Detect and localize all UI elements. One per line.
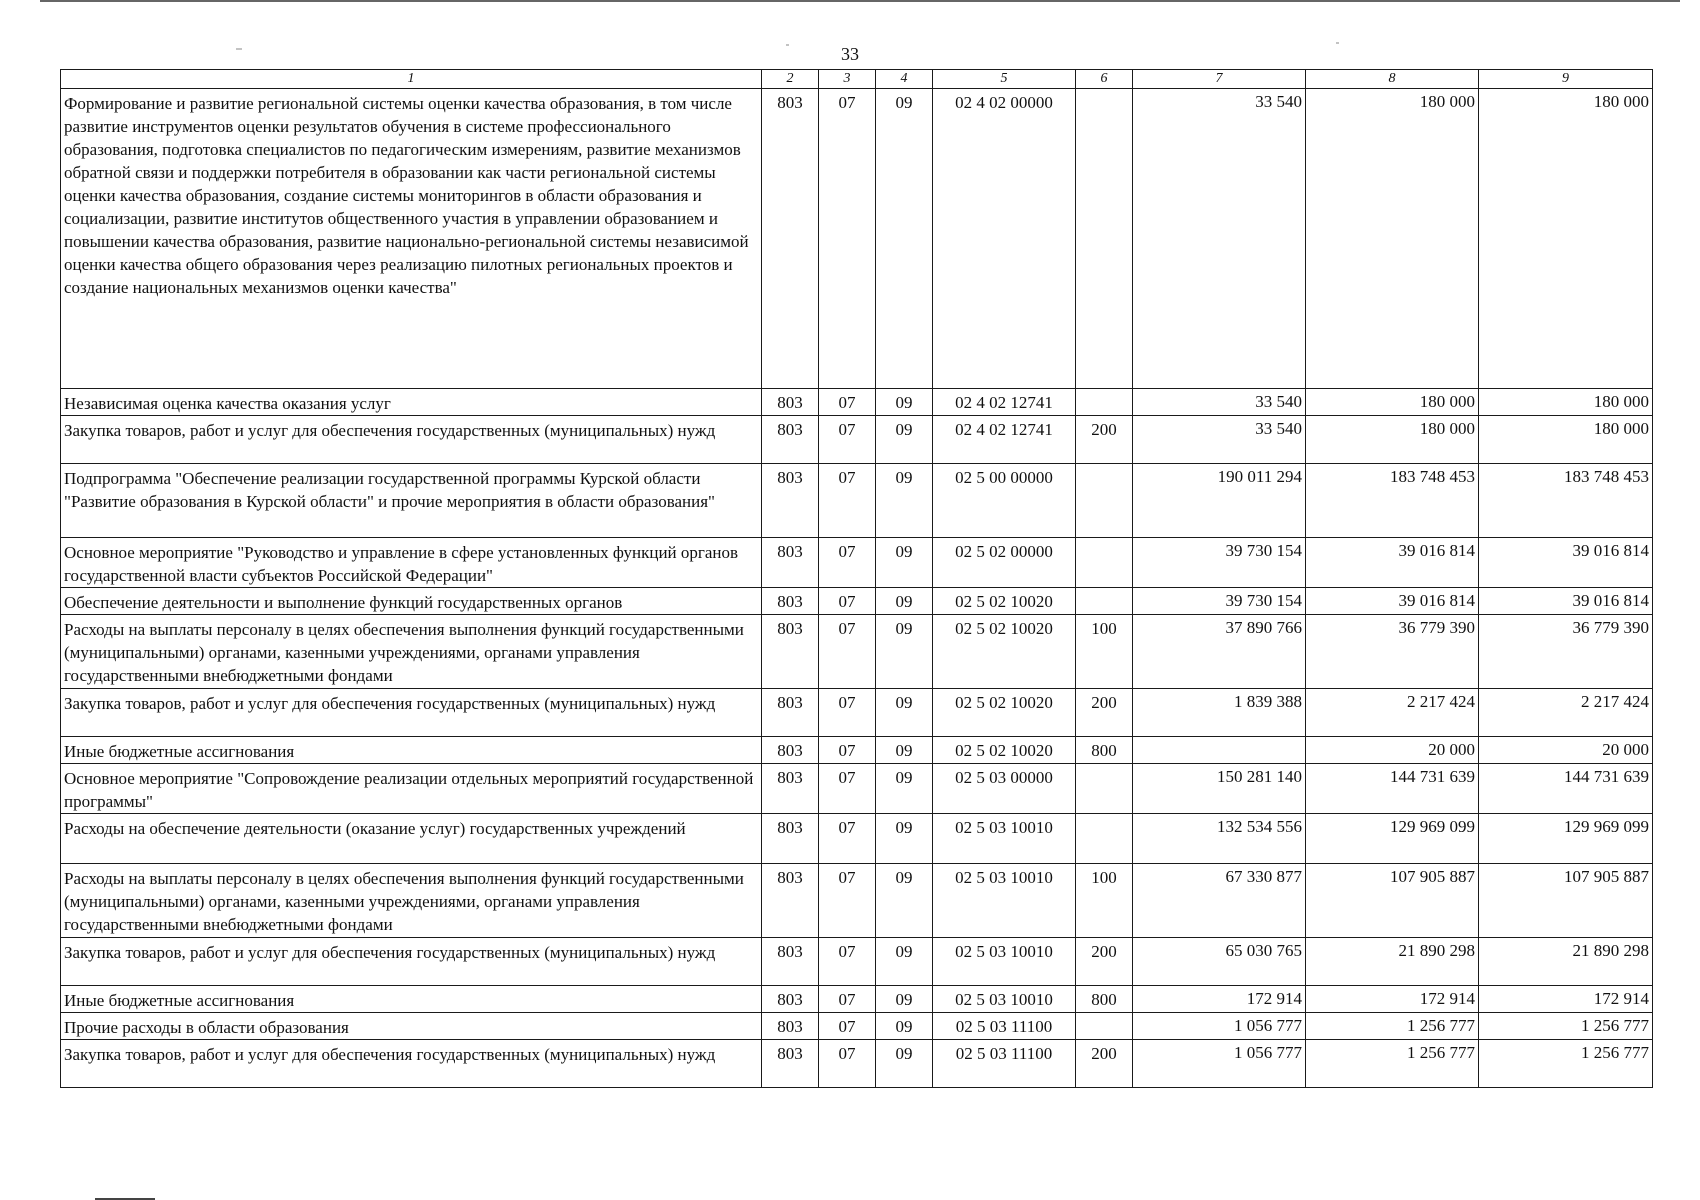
cell-section: 07 — [819, 764, 876, 814]
cell-expense-type — [1076, 588, 1133, 615]
cell-expense-type: 200 — [1076, 689, 1133, 737]
cell-amount-9: 183 748 453 — [1479, 464, 1653, 538]
cell-ministry: 803 — [762, 416, 819, 464]
cell-amount-8: 21 890 298 — [1306, 938, 1479, 986]
cell-ministry: 803 — [762, 538, 819, 588]
row-name: Иные бюджетные ассигнования — [61, 986, 762, 1013]
cell-subsection: 09 — [876, 864, 933, 938]
cell-subsection: 09 — [876, 737, 933, 764]
cell-expense-type — [1076, 89, 1133, 389]
cell-ministry: 803 — [762, 615, 819, 689]
table-row — [61, 764, 1653, 814]
cell-section: 07 — [819, 938, 876, 986]
cell-subsection: 09 — [876, 538, 933, 588]
cell-section: 07 — [819, 389, 876, 416]
cell-section: 07 — [819, 986, 876, 1013]
column-number: 9 — [1479, 70, 1653, 89]
cell-target-article: 02 5 03 10010 — [933, 864, 1076, 938]
cell-ministry: 803 — [762, 864, 819, 938]
table-row — [61, 416, 1653, 464]
cell-expense-type — [1076, 1013, 1133, 1040]
table-row — [61, 938, 1653, 986]
row-name: Подпрограмма "Обеспечение реализации государственной программы Курской области "Развитие образования в Курской области" и прочие мероприятия в области образования" — [61, 464, 762, 538]
cell-ministry: 803 — [762, 89, 819, 389]
cell-expense-type: 200 — [1076, 1040, 1133, 1088]
table-row — [61, 1013, 1653, 1040]
cell-amount-7 — [1133, 737, 1306, 764]
cell-ministry: 803 — [762, 737, 819, 764]
cell-target-article: 02 4 02 12741 — [933, 389, 1076, 416]
cell-target-article: 02 5 02 00000 — [933, 538, 1076, 588]
cell-expense-type: 200 — [1076, 416, 1133, 464]
cell-expense-type: 800 — [1076, 986, 1133, 1013]
column-number-row — [61, 70, 1653, 89]
column-number: 2 — [762, 70, 819, 89]
row-name: Иные бюджетные ассигнования — [61, 737, 762, 764]
cell-subsection: 09 — [876, 689, 933, 737]
cell-section: 07 — [819, 689, 876, 737]
table-row — [61, 986, 1653, 1013]
cell-subsection: 09 — [876, 938, 933, 986]
cell-subsection: 09 — [876, 814, 933, 864]
cell-section: 07 — [819, 615, 876, 689]
cell-amount-8: 36 779 390 — [1306, 615, 1479, 689]
row-name: Независимая оценка качества оказания услуг — [61, 389, 762, 416]
cell-amount-8: 172 914 — [1306, 986, 1479, 1013]
cell-amount-7: 1 056 777 — [1133, 1040, 1306, 1088]
cell-section: 07 — [819, 89, 876, 389]
cell-subsection: 09 — [876, 764, 933, 814]
cell-ministry: 803 — [762, 1013, 819, 1040]
cell-subsection: 09 — [876, 89, 933, 389]
cell-amount-7: 33 540 — [1133, 89, 1306, 389]
cell-amount-8: 1 256 777 — [1306, 1040, 1479, 1088]
cell-amount-9: 107 905 887 — [1479, 864, 1653, 938]
cell-ministry: 803 — [762, 588, 819, 615]
column-number: 7 — [1133, 70, 1306, 89]
cell-amount-8: 180 000 — [1306, 416, 1479, 464]
cell-section: 07 — [819, 1013, 876, 1040]
cell-target-article: 02 5 03 10010 — [933, 986, 1076, 1013]
cell-target-article: 02 5 00 00000 — [933, 464, 1076, 538]
cell-expense-type: 100 — [1076, 864, 1133, 938]
table-row — [61, 1040, 1653, 1088]
cell-amount-9: 129 969 099 — [1479, 814, 1653, 864]
cell-expense-type: 100 — [1076, 615, 1133, 689]
cell-amount-8: 1 256 777 — [1306, 1013, 1479, 1040]
cell-expense-type — [1076, 764, 1133, 814]
row-name: Закупка товаров, работ и услуг для обеспечения государственных (муниципальных) нужд — [61, 1040, 762, 1088]
column-number: 5 — [933, 70, 1076, 89]
cell-ministry: 803 — [762, 938, 819, 986]
row-name: Формирование и развитие региональной системы оценки качества образования, в том числе развитие инструментов оценки результатов обучения в системе профессионального образования, подготовка специалистов по педагогическим измерениям, развитие механизмов обратной связи и поддержки потребителя в образовании как части региональной системы оценки качества образования, создание системы мониторингов в области образования и социализации, развитие институтов общественного участия в управлении образованием и повышении качества образования, развитие национально-региональной системы независимой оценки качества общего образования через реализацию пилотных региональных проектов и создание национальных механизмов оценки качества" — [61, 89, 762, 389]
cell-subsection: 09 — [876, 1013, 933, 1040]
cell-target-article: 02 5 03 00000 — [933, 764, 1076, 814]
cell-amount-7: 190 011 294 — [1133, 464, 1306, 538]
cell-section: 07 — [819, 464, 876, 538]
cell-amount-7: 172 914 — [1133, 986, 1306, 1013]
cell-subsection: 09 — [876, 389, 933, 416]
cell-expense-type — [1076, 389, 1133, 416]
cell-amount-9: 39 016 814 — [1479, 538, 1653, 588]
row-name: Закупка товаров, работ и услуг для обеспечения государственных (муниципальных) нужд — [61, 938, 762, 986]
cell-amount-9: 39 016 814 — [1479, 588, 1653, 615]
cell-target-article: 02 5 03 11100 — [933, 1040, 1076, 1088]
table-row — [61, 615, 1653, 689]
table-row — [61, 538, 1653, 588]
cell-ministry: 803 — [762, 389, 819, 416]
column-number: 3 — [819, 70, 876, 89]
cell-ministry: 803 — [762, 814, 819, 864]
cell-section: 07 — [819, 1040, 876, 1088]
cell-amount-7: 1 056 777 — [1133, 1013, 1306, 1040]
row-name: Основное мероприятие "Сопровождение реализации отдельных мероприятий государственной программы" — [61, 764, 762, 814]
row-name: Прочие расходы в области образования — [61, 1013, 762, 1040]
cell-section: 07 — [819, 814, 876, 864]
cell-subsection: 09 — [876, 588, 933, 615]
page-number: 33 — [841, 44, 859, 64]
cell-amount-7: 1 839 388 — [1133, 689, 1306, 737]
cell-amount-7: 150 281 140 — [1133, 764, 1306, 814]
cell-ministry: 803 — [762, 764, 819, 814]
cell-section: 07 — [819, 416, 876, 464]
cell-amount-9: 1 256 777 — [1479, 1040, 1653, 1088]
cell-target-article: 02 5 02 10020 — [933, 737, 1076, 764]
cell-amount-8: 39 016 814 — [1306, 588, 1479, 615]
table-row — [61, 89, 1653, 389]
cell-target-article: 02 5 03 10010 — [933, 938, 1076, 986]
cell-target-article: 02 4 02 00000 — [933, 89, 1076, 389]
cell-amount-7: 39 730 154 — [1133, 588, 1306, 615]
cell-amount-8: 20 000 — [1306, 737, 1479, 764]
cell-amount-7: 132 534 556 — [1133, 814, 1306, 864]
cell-subsection: 09 — [876, 615, 933, 689]
cell-expense-type: 800 — [1076, 737, 1133, 764]
cell-amount-8: 144 731 639 — [1306, 764, 1479, 814]
row-name: Расходы на выплаты персоналу в целях обеспечения выполнения функций государственными (муниципальными) органами, казенными учреждениями, органами управления государственными внебюджетными фондами — [61, 864, 762, 938]
cell-amount-7: 67 330 877 — [1133, 864, 1306, 938]
cell-subsection: 09 — [876, 464, 933, 538]
table-row — [61, 737, 1653, 764]
row-name: Основное мероприятие "Руководство и управление в сфере установленных функций органов государственной власти субъектов Российской Федерации" — [61, 538, 762, 588]
table-row — [61, 689, 1653, 737]
budget-table — [60, 69, 1653, 1088]
cell-amount-9: 2 217 424 — [1479, 689, 1653, 737]
column-number: 8 — [1306, 70, 1479, 89]
row-name: Закупка товаров, работ и услуг для обеспечения государственных (муниципальных) нужд — [61, 416, 762, 464]
page-top-edge — [40, 0, 1680, 2]
cell-amount-9: 180 000 — [1479, 389, 1653, 416]
cell-amount-7: 65 030 765 — [1133, 938, 1306, 986]
cell-section: 07 — [819, 538, 876, 588]
cell-amount-9: 144 731 639 — [1479, 764, 1653, 814]
cell-section: 07 — [819, 588, 876, 615]
cell-amount-9: 180 000 — [1479, 416, 1653, 464]
column-number: 1 — [61, 70, 762, 89]
cell-amount-9: 180 000 — [1479, 89, 1653, 389]
cell-amount-7: 33 540 — [1133, 389, 1306, 416]
cell-ministry: 803 — [762, 689, 819, 737]
cell-amount-8: 180 000 — [1306, 89, 1479, 389]
cell-subsection: 09 — [876, 986, 933, 1013]
row-name: Обеспечение деятельности и выполнение функций государственных органов — [61, 588, 762, 615]
cell-target-article: 02 4 02 12741 — [933, 416, 1076, 464]
cell-amount-7: 33 540 — [1133, 416, 1306, 464]
cell-amount-9: 172 914 — [1479, 986, 1653, 1013]
row-name: Закупка товаров, работ и услуг для обеспечения государственных (муниципальных) нужд — [61, 689, 762, 737]
cell-section: 07 — [819, 864, 876, 938]
table-row — [61, 389, 1653, 416]
cell-target-article: 02 5 02 10020 — [933, 689, 1076, 737]
table-row — [61, 814, 1653, 864]
row-name: Расходы на обеспечение деятельности (оказание услуг) государственных учреждений — [61, 814, 762, 864]
cell-amount-9: 36 779 390 — [1479, 615, 1653, 689]
cell-target-article: 02 5 02 10020 — [933, 588, 1076, 615]
cell-expense-type: 200 — [1076, 938, 1133, 986]
cell-amount-7: 37 890 766 — [1133, 615, 1306, 689]
cell-expense-type — [1076, 538, 1133, 588]
cell-amount-8: 2 217 424 — [1306, 689, 1479, 737]
cell-amount-7: 39 730 154 — [1133, 538, 1306, 588]
cell-amount-8: 180 000 — [1306, 389, 1479, 416]
cell-amount-8: 107 905 887 — [1306, 864, 1479, 938]
cell-amount-8: 129 969 099 — [1306, 814, 1479, 864]
cell-amount-9: 21 890 298 — [1479, 938, 1653, 986]
table-row — [61, 464, 1653, 538]
cell-ministry: 803 — [762, 1040, 819, 1088]
column-number: 4 — [876, 70, 933, 89]
cell-amount-8: 183 748 453 — [1306, 464, 1479, 538]
cell-ministry: 803 — [762, 464, 819, 538]
cell-ministry: 803 — [762, 986, 819, 1013]
row-name: Расходы на выплаты персоналу в целях обеспечения выполнения функций государственными (муниципальными) органами, казенными учреждениями, органами управления государственными внебюджетными фондами — [61, 615, 762, 689]
cell-target-article: 02 5 03 10010 — [933, 814, 1076, 864]
cell-expense-type — [1076, 464, 1133, 538]
cell-subsection: 09 — [876, 1040, 933, 1088]
cell-amount-8: 39 016 814 — [1306, 538, 1479, 588]
cell-target-article: 02 5 02 10020 — [933, 615, 1076, 689]
cell-amount-9: 20 000 — [1479, 737, 1653, 764]
table-row — [61, 588, 1653, 615]
table-body — [61, 89, 1653, 1088]
table-row — [61, 864, 1653, 938]
cell-target-article: 02 5 03 11100 — [933, 1013, 1076, 1040]
column-number: 6 — [1076, 70, 1133, 89]
cell-subsection: 09 — [876, 416, 933, 464]
cell-section: 07 — [819, 737, 876, 764]
cell-expense-type — [1076, 814, 1133, 864]
cell-amount-9: 1 256 777 — [1479, 1013, 1653, 1040]
